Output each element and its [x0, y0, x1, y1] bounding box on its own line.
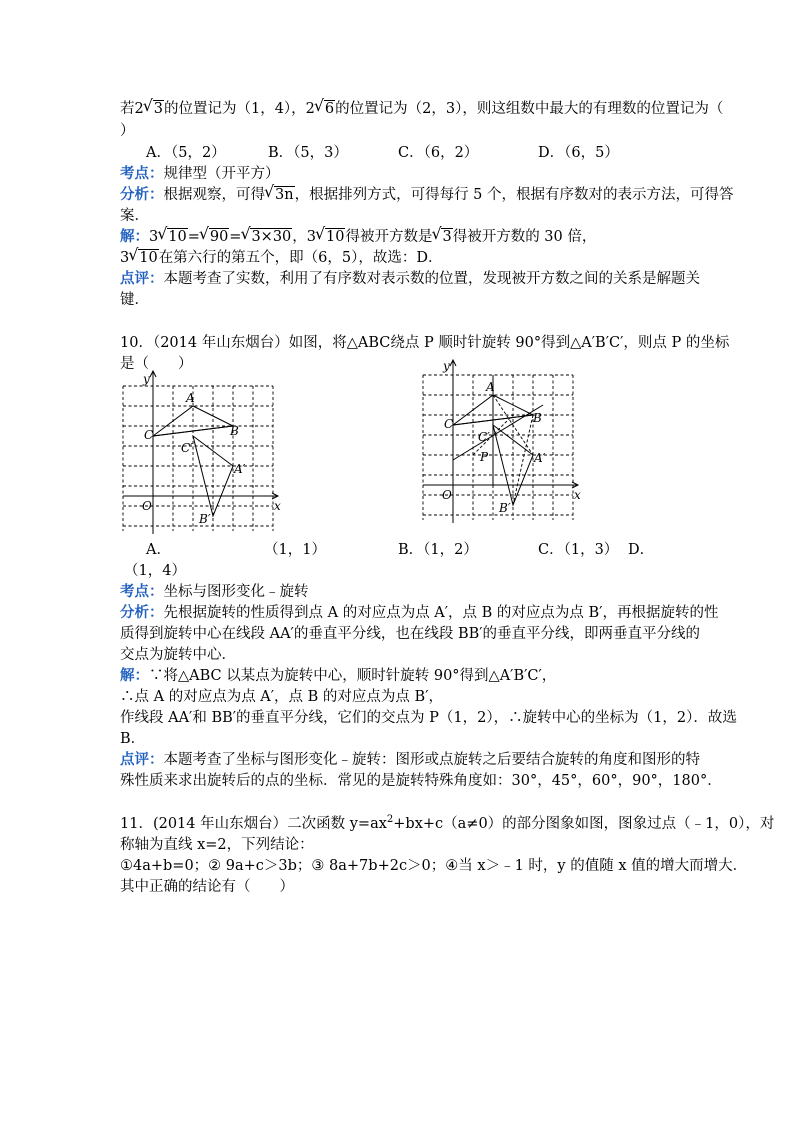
fenxi-label: 分析：: [120, 186, 164, 203]
q9-fenxi-line1: 分析：根据观察，可得√ 3n，根据排列方式，可得每行 5 个，根据有序数对的表示方法，可得答: [120, 185, 734, 205]
sqrt-symbol: √ 10: [316, 227, 345, 247]
fig1-point-a-prime: A′: [234, 462, 246, 476]
q10-dianping-line2: 殊性质来求出旋转后的点的坐标．常见的是旋转特殊角度如：30°，45°，60°，90°，180°．: [120, 773, 722, 789]
q11-stem-line1: 11．(2014 年山东烟台）二次函数 $y=ax^2+bx+c(a\ne 0)$的部分图象如图，图象过点（﹣1，0），对: [120, 814, 775, 832]
q11-stem-line4: 其中正确的结论有（ ）: [120, 879, 294, 895]
fig1-point-b-prime: B′: [199, 512, 211, 526]
jie-label: 解：: [120, 667, 149, 684]
fig2-point-c-prime: C′: [478, 430, 490, 444]
q10-jie-line3: 作线段 AA′和 BB′的垂直平分线，它们的交点为 P（1，2），∴旋转中心的坐标为（1，2）．故选: [120, 710, 737, 726]
q10-figure-right: [420, 355, 585, 529]
q9-fenxi-line2: 案．: [120, 208, 149, 224]
q9-dianping-line1: 点评：本题考查了实数，利用了有序数对表示数的位置，发现被开方数之间的关系是解题关: [120, 270, 700, 287]
q9-option-a: A．（5，2）: [146, 145, 226, 161]
q10-stem-line1: 10．（2014 年山东烟台）如图，将△ABC绕点 P 顺时针旋转 90°得到△A′B′C′，则点 P 的坐标: [120, 335, 730, 351]
q10-option-a-letter: A．: [146, 542, 171, 558]
q10-fenxi-line2: 质得到旋转中心在线段 AA′的垂直平分线，也在线段 BB′的垂直平分线，即两垂直平分线的: [120, 626, 701, 642]
q10-option-b: B．（1，2）: [398, 542, 478, 558]
q10-jie-line2: ∴点 A 的对应点为点 A′，点 B 的对应点为点 B′，: [120, 689, 443, 705]
fig2-point-b-prime: B′: [499, 501, 511, 515]
q10-kaodian: 考点：坐标与图形变化﹣旋转: [120, 583, 309, 600]
q10-jie-line1: 解：∵将△ABC 以某点为旋转中心，顺时针旋转 90°得到△A′B′C′，: [120, 667, 557, 684]
sqrt-symbol: √ 3: [432, 227, 452, 247]
q9-jie-line2: 3√ 10在第六行的第五个，即（6，5），故选：D．: [120, 248, 443, 268]
q9-option-d: D．（6，5）: [538, 145, 619, 161]
sqrt-symbol: √ 90: [200, 227, 229, 247]
q10-fenxi-line1: 分析：先根据旋转的性质得到点 A 的对应点为点 A′，点 B 的对应点为点 B′，再根据旋转的性: [120, 604, 719, 621]
q10-dianping-line1: 点评：本题考查了坐标与图形变化﹣旋转：图形或点旋转之后要结合旋转的角度和图形的特: [120, 751, 700, 768]
q9-option-b: B．（5，3）: [268, 145, 348, 161]
dianping-label: 点评：: [120, 270, 164, 287]
fig2-origin-label: O: [442, 488, 452, 502]
kaodian-label: 考点：: [120, 583, 164, 600]
q9-jie-line1: 解：3√ 10=√ 90=√ 3×30，3√ 10得被开方数是√ 3得被开方数的 30 倍，: [120, 227, 596, 247]
sqrt-symbol: √ 6: [315, 99, 335, 119]
q11-stem-line2: 称轴为直线 x=2，下列结论：: [120, 837, 314, 853]
sqrt-symbol: √ 3n: [265, 185, 295, 205]
q9-stem-line2: ）: [120, 123, 135, 139]
fig1-point-b: B: [230, 424, 239, 438]
sqrt-symbol: √ 10: [158, 227, 187, 247]
q10-stem-line2: 是（ ）: [120, 356, 193, 372]
kaodian-label: 考点：: [120, 165, 164, 182]
fig1-point-a: A: [186, 391, 195, 405]
q10-option-d-value: （1，4）: [124, 563, 186, 579]
fenxi-label: 分析：: [120, 604, 164, 621]
q9-stem-line1: 若2√ 3的位置记为（1，4），2√ 6的位置记为（2，3），则这组数中最大的有理数的位置记为（: [120, 99, 723, 119]
q10-option-d-letter: D．: [628, 542, 655, 558]
q10-jie-line4: B．: [120, 731, 146, 747]
jie-label: 解：: [120, 228, 149, 245]
sqrt-symbol: √ 3×30: [241, 227, 292, 247]
fig1-point-c: C: [144, 428, 154, 442]
fig2-point-a: A: [486, 380, 495, 394]
q11-stem-line3: ①4a+b=0；② 9a+c＞3b；③ 8a+7b+2c＞0；④当 x＞﹣1 时，y 的值随 x 值的增大而增大．: [120, 858, 748, 874]
q9-dianping-line2: 键．: [120, 292, 149, 308]
q9-option-c: C．（6，2）: [398, 145, 479, 161]
q10-fenxi-line3: 交点为旋转中心．: [120, 647, 236, 663]
fig1-x-label: x: [274, 499, 281, 513]
fig1-point-c-prime: C′: [181, 441, 193, 455]
fig2-point-c: C: [444, 417, 454, 431]
fig2-x-label: x: [574, 488, 581, 502]
fig2-point-p: P: [480, 450, 489, 464]
q10-figure-left: [120, 368, 285, 542]
q9-kaodian: 考点：规律型（开平方）: [120, 165, 280, 182]
q10-option-a-value: （1，1）: [264, 542, 326, 558]
fig2-point-b: B: [533, 411, 542, 425]
fig2-point-a-prime: A′: [534, 451, 546, 465]
fig1-origin-label: O: [142, 499, 152, 513]
q10-option-c: C．（1，3）: [538, 542, 619, 558]
sqrt-symbol: √ 3: [144, 99, 164, 119]
fig2-y-label: y: [443, 359, 450, 373]
dianping-label: 点评：: [120, 751, 164, 768]
sqrt-symbol: √ 10: [129, 248, 158, 268]
fig1-y-label: y: [143, 372, 150, 386]
